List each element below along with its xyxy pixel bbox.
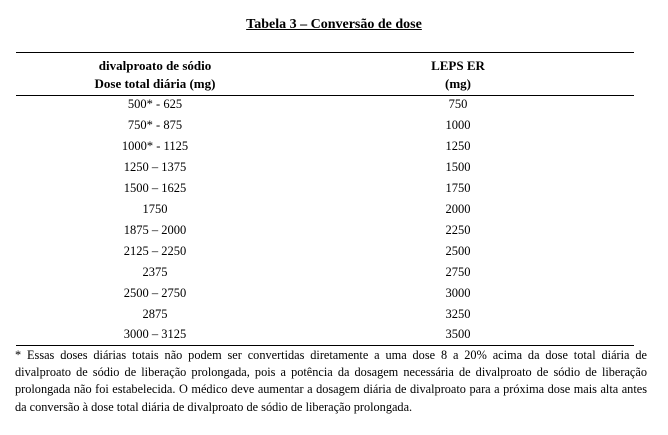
table-row [0, 223, 668, 243]
column-header-leps-er-line1: LEPS ER [431, 58, 485, 73]
cell-divalproato-dose: 750* - 875 [127, 118, 183, 132]
cell-leps-er-dose: 1750 [445, 181, 471, 195]
cell-leps-er-dose: 1000 [445, 118, 471, 132]
table-row [0, 286, 668, 306]
table-row [0, 265, 668, 285]
cell-divalproato-dose: 2375 [142, 265, 168, 279]
table-title [0, 17, 668, 33]
column-header-divalproato-line2: Dose total diária (mg) [94, 76, 216, 91]
table-title-text: Tabela 3 – Conversão de dose [246, 17, 422, 32]
cell-divalproato-dose: 1250 – 1375 [123, 160, 187, 174]
table-row [0, 244, 668, 264]
table-header-rule [16, 95, 634, 96]
cell-divalproato-dose: 2875 [142, 307, 168, 321]
table-row [0, 202, 668, 222]
table-top-rule [16, 52, 634, 53]
table-bottom-rule [16, 345, 634, 346]
cell-leps-er-dose: 750 [448, 97, 468, 111]
cell-leps-er-dose: 2500 [445, 244, 471, 258]
cell-divalproato-dose: 1000* - 1125 [121, 139, 189, 153]
cell-divalproato-dose: 1500 – 1625 [123, 181, 187, 195]
table-row [0, 139, 668, 159]
cell-leps-er-dose: 2000 [445, 202, 471, 216]
cell-divalproato-dose: 500* - 625 [127, 97, 183, 111]
cell-leps-er-dose: 1500 [445, 160, 471, 174]
column-header-divalproato-line1: divalproato de sódio [98, 58, 212, 73]
table-row [0, 118, 668, 138]
column-header-leps-er [358, 57, 558, 93]
table-row [0, 327, 668, 347]
table-footnote: * Essas doses diárias totais não podem ser convertidas diretamente a uma dose 8 a 20% acima da dose total diária de divalproato de sódio de liberação prolongada, pois a potência da dosagem necessária de divalproato de sódio de liberação prolongada não foi estabelecida. O médico deve aumentar a dosagem diária de divalproato para a próxima dose mais alta antes da conversão à dose total diária de divalproato de sódio de liberação prolongada. [15, 348, 647, 414]
cell-divalproato-dose: 1750 [142, 202, 168, 216]
cell-divalproato-dose: 2125 – 2250 [123, 244, 187, 258]
cell-leps-er-dose: 2250 [445, 223, 471, 237]
cell-divalproato-dose: 1875 – 2000 [123, 223, 187, 237]
cell-leps-er-dose: 1250 [445, 139, 471, 153]
table-row [0, 160, 668, 180]
cell-leps-er-dose: 2750 [445, 265, 471, 279]
table-row [0, 307, 668, 327]
cell-leps-er-dose: 3500 [445, 327, 471, 341]
table-row [0, 181, 668, 201]
column-header-divalproato [50, 57, 260, 93]
cell-leps-er-dose: 3000 [445, 286, 471, 300]
cell-divalproato-dose: 3000 – 3125 [123, 327, 187, 341]
table-row [0, 97, 668, 117]
cell-leps-er-dose: 3250 [445, 307, 471, 321]
cell-divalproato-dose: 2500 – 2750 [123, 286, 187, 300]
column-header-leps-er-line2: (mg) [445, 76, 471, 91]
